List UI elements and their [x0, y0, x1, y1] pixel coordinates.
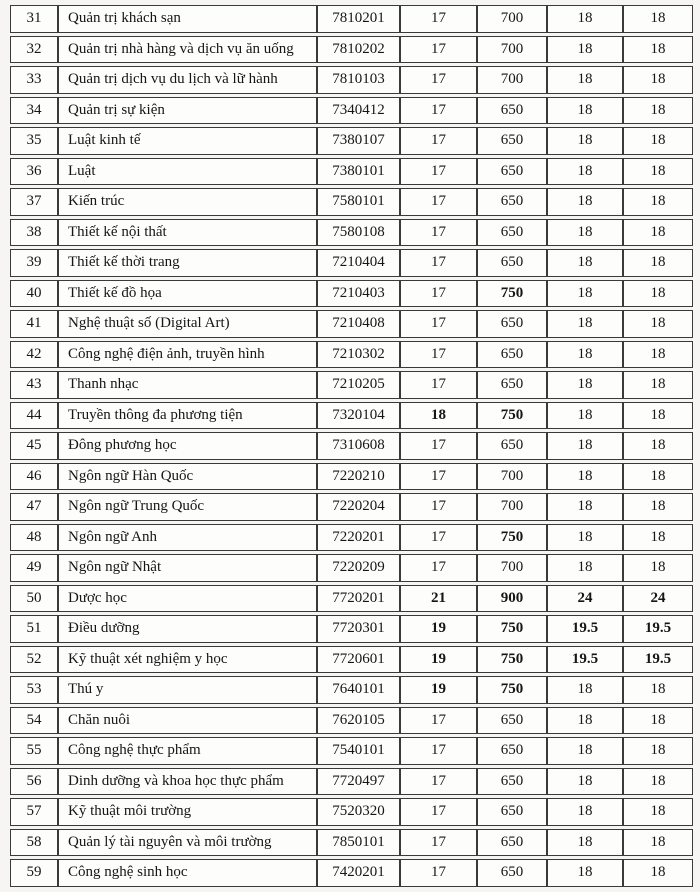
table-row: [10, 768, 693, 796]
major-code-cell: 7810103: [317, 66, 400, 94]
major-name-cell: Đông phương học: [58, 432, 317, 460]
table-row: [10, 707, 693, 735]
major-code-cell: 7380107: [317, 127, 400, 155]
score-3-cell: 18: [547, 188, 623, 216]
major-code-cell: 7220209: [317, 554, 400, 582]
score-1-cell: 18: [400, 402, 477, 430]
row-number-cell: 35: [10, 127, 58, 155]
score-3-cell: 18: [547, 158, 623, 186]
score-3-cell: 18: [547, 280, 623, 308]
score-1-cell: 17: [400, 707, 477, 735]
row-number-cell: 57: [10, 798, 58, 826]
row-number-cell: 48: [10, 524, 58, 552]
major-code-cell: 7720497: [317, 768, 400, 796]
major-name-cell: Điều dưỡng: [58, 615, 317, 643]
score-1-cell: 17: [400, 768, 477, 796]
score-1-cell: 17: [400, 737, 477, 765]
row-number-cell: 45: [10, 432, 58, 460]
score-3-cell: 18: [547, 97, 623, 125]
score-1-cell: 17: [400, 463, 477, 491]
score-1-cell: 19: [400, 615, 477, 643]
table-row: [10, 829, 693, 857]
row-number-cell: 58: [10, 829, 58, 857]
score-2-cell: 650: [477, 310, 547, 338]
major-code-cell: 7810201: [317, 5, 400, 33]
major-name-cell: Thiết kế nội thất: [58, 219, 317, 247]
table-row: [10, 676, 693, 704]
table-row: [10, 432, 693, 460]
score-1-cell: 19: [400, 646, 477, 674]
score-3-cell: 18: [547, 249, 623, 277]
major-code-cell: 7210403: [317, 280, 400, 308]
major-code-cell: 7540101: [317, 737, 400, 765]
score-2-cell: 650: [477, 219, 547, 247]
table-row: [10, 798, 693, 826]
major-name-cell: Quản trị dịch vụ du lịch và lữ hành: [58, 66, 317, 94]
major-code-cell: 7720301: [317, 615, 400, 643]
score-2-cell: 700: [477, 554, 547, 582]
score-3-cell: 18: [547, 554, 623, 582]
major-code-cell: 7320104: [317, 402, 400, 430]
table-body: [10, 5, 693, 887]
major-name-cell: Quản trị sự kiện: [58, 97, 317, 125]
score-1-cell: 17: [400, 524, 477, 552]
score-4-cell: 18: [623, 188, 693, 216]
score-4-cell: 18: [623, 524, 693, 552]
score-3-cell: 18: [547, 676, 623, 704]
table-row: [10, 188, 693, 216]
table-row: [10, 615, 693, 643]
score-4-cell: 18: [623, 158, 693, 186]
table-row: [10, 646, 693, 674]
score-3-cell: 18: [547, 737, 623, 765]
score-4-cell: 18: [623, 127, 693, 155]
table-row: [10, 463, 693, 491]
score-1-cell: 17: [400, 493, 477, 521]
score-4-cell: 18: [623, 36, 693, 64]
major-name-cell: Dinh dưỡng và khoa học thực phẩm: [58, 768, 317, 796]
table-row: [10, 585, 693, 613]
table-row: [10, 219, 693, 247]
score-3-cell: 18: [547, 5, 623, 33]
score-4-cell: 18: [623, 463, 693, 491]
major-name-cell: Thiết kế thời trang: [58, 249, 317, 277]
score-2-cell: 750: [477, 676, 547, 704]
major-code-cell: 7210404: [317, 249, 400, 277]
score-2-cell: 650: [477, 127, 547, 155]
major-code-cell: 7810202: [317, 36, 400, 64]
major-code-cell: 7640101: [317, 676, 400, 704]
score-4-cell: 18: [623, 737, 693, 765]
score-1-cell: 17: [400, 859, 477, 887]
row-number-cell: 34: [10, 97, 58, 125]
score-2-cell: 650: [477, 859, 547, 887]
score-4-cell: 18: [623, 280, 693, 308]
major-code-cell: 7720601: [317, 646, 400, 674]
score-3-cell: 18: [547, 341, 623, 369]
score-2-cell: 650: [477, 188, 547, 216]
score-1-cell: 17: [400, 280, 477, 308]
major-code-cell: 7620105: [317, 707, 400, 735]
score-3-cell: 24: [547, 585, 623, 613]
score-1-cell: 17: [400, 36, 477, 64]
score-4-cell: 18: [623, 219, 693, 247]
score-3-cell: 19.5: [547, 646, 623, 674]
row-number-cell: 53: [10, 676, 58, 704]
score-2-cell: 750: [477, 402, 547, 430]
major-name-cell: Quản lý tài nguyên và môi trường: [58, 829, 317, 857]
major-name-cell: Quản trị khách sạn: [58, 5, 317, 33]
table-row: [10, 158, 693, 186]
score-4-cell: 18: [623, 249, 693, 277]
major-name-cell: Luật kinh tế: [58, 127, 317, 155]
row-number-cell: 44: [10, 402, 58, 430]
major-name-cell: Chăn nuôi: [58, 707, 317, 735]
major-code-cell: 7420201: [317, 859, 400, 887]
major-name-cell: Công nghệ điện ảnh, truyền hình: [58, 341, 317, 369]
score-2-cell: 750: [477, 615, 547, 643]
table-row: [10, 341, 693, 369]
score-4-cell: 18: [623, 768, 693, 796]
score-1-cell: 17: [400, 97, 477, 125]
admission-scores-table: [10, 2, 693, 890]
major-code-cell: 7580101: [317, 188, 400, 216]
score-1-cell: 21: [400, 585, 477, 613]
score-4-cell: 18: [623, 829, 693, 857]
row-number-cell: 38: [10, 219, 58, 247]
score-3-cell: 18: [547, 707, 623, 735]
table-row: [10, 310, 693, 338]
score-1-cell: 17: [400, 127, 477, 155]
table-row: [10, 249, 693, 277]
score-3-cell: 18: [547, 66, 623, 94]
score-1-cell: 17: [400, 554, 477, 582]
score-2-cell: 750: [477, 524, 547, 552]
row-number-cell: 37: [10, 188, 58, 216]
score-3-cell: 18: [547, 432, 623, 460]
score-3-cell: 18: [547, 829, 623, 857]
major-name-cell: Quản trị nhà hàng và dịch vụ ăn uống: [58, 36, 317, 64]
score-1-cell: 17: [400, 432, 477, 460]
score-3-cell: 18: [547, 310, 623, 338]
score-2-cell: 650: [477, 737, 547, 765]
row-number-cell: 47: [10, 493, 58, 521]
score-2-cell: 700: [477, 493, 547, 521]
major-name-cell: Ngôn ngữ Hàn Quốc: [58, 463, 317, 491]
score-3-cell: 18: [547, 127, 623, 155]
score-1-cell: 17: [400, 310, 477, 338]
row-number-cell: 41: [10, 310, 58, 338]
score-4-cell: 19.5: [623, 646, 693, 674]
score-4-cell: 18: [623, 371, 693, 399]
row-number-cell: 32: [10, 36, 58, 64]
score-4-cell: 18: [623, 5, 693, 33]
major-name-cell: Ngôn ngữ Nhật: [58, 554, 317, 582]
score-3-cell: 18: [547, 493, 623, 521]
row-number-cell: 43: [10, 371, 58, 399]
row-number-cell: 36: [10, 158, 58, 186]
score-1-cell: 17: [400, 341, 477, 369]
score-3-cell: 18: [547, 798, 623, 826]
major-name-cell: Kỹ thuật môi trường: [58, 798, 317, 826]
table-row: [10, 737, 693, 765]
major-name-cell: Nghệ thuật số (Digital Art): [58, 310, 317, 338]
score-3-cell: 18: [547, 36, 623, 64]
score-2-cell: 700: [477, 463, 547, 491]
table-row: [10, 280, 693, 308]
score-1-cell: 17: [400, 158, 477, 186]
major-name-cell: Ngôn ngữ Trung Quốc: [58, 493, 317, 521]
score-1-cell: 17: [400, 249, 477, 277]
score-4-cell: 24: [623, 585, 693, 613]
score-1-cell: 17: [400, 371, 477, 399]
score-2-cell: 750: [477, 646, 547, 674]
score-4-cell: 18: [623, 676, 693, 704]
score-4-cell: 18: [623, 310, 693, 338]
score-4-cell: 18: [623, 341, 693, 369]
major-name-cell: Thiết kế đồ họa: [58, 280, 317, 308]
score-3-cell: 19.5: [547, 615, 623, 643]
major-code-cell: 7220210: [317, 463, 400, 491]
score-4-cell: 18: [623, 493, 693, 521]
score-2-cell: 650: [477, 249, 547, 277]
major-code-cell: 7720201: [317, 585, 400, 613]
score-2-cell: 650: [477, 707, 547, 735]
score-2-cell: 650: [477, 97, 547, 125]
row-number-cell: 46: [10, 463, 58, 491]
major-name-cell: Công nghệ sinh học: [58, 859, 317, 887]
score-2-cell: 700: [477, 5, 547, 33]
table-row: [10, 493, 693, 521]
row-number-cell: 31: [10, 5, 58, 33]
score-3-cell: 18: [547, 463, 623, 491]
major-code-cell: 7340412: [317, 97, 400, 125]
major-name-cell: Dược học: [58, 585, 317, 613]
table-row: [10, 127, 693, 155]
score-2-cell: 650: [477, 829, 547, 857]
score-2-cell: 650: [477, 371, 547, 399]
score-4-cell: 18: [623, 798, 693, 826]
row-number-cell: 42: [10, 341, 58, 369]
row-number-cell: 59: [10, 859, 58, 887]
major-code-cell: 7580108: [317, 219, 400, 247]
table-row: [10, 97, 693, 125]
score-3-cell: 18: [547, 402, 623, 430]
score-3-cell: 18: [547, 768, 623, 796]
major-code-cell: 7220204: [317, 493, 400, 521]
score-4-cell: 18: [623, 432, 693, 460]
score-2-cell: 650: [477, 432, 547, 460]
score-3-cell: 18: [547, 859, 623, 887]
score-1-cell: 17: [400, 5, 477, 33]
row-number-cell: 40: [10, 280, 58, 308]
major-name-cell: Kỹ thuật xét nghiệm y học: [58, 646, 317, 674]
table-row: [10, 402, 693, 430]
major-code-cell: 7210302: [317, 341, 400, 369]
score-2-cell: 700: [477, 66, 547, 94]
score-2-cell: 650: [477, 768, 547, 796]
score-2-cell: 650: [477, 158, 547, 186]
score-4-cell: 18: [623, 97, 693, 125]
major-name-cell: Luật: [58, 158, 317, 186]
table-row: [10, 66, 693, 94]
table-row: [10, 36, 693, 64]
score-1-cell: 17: [400, 219, 477, 247]
major-code-cell: 7210205: [317, 371, 400, 399]
table-row: [10, 554, 693, 582]
row-number-cell: 51: [10, 615, 58, 643]
row-number-cell: 55: [10, 737, 58, 765]
score-2-cell: 750: [477, 280, 547, 308]
major-code-cell: 7520320: [317, 798, 400, 826]
row-number-cell: 50: [10, 585, 58, 613]
row-number-cell: 54: [10, 707, 58, 735]
score-4-cell: 19.5: [623, 615, 693, 643]
score-2-cell: 650: [477, 341, 547, 369]
major-code-cell: 7310608: [317, 432, 400, 460]
score-1-cell: 17: [400, 829, 477, 857]
score-1-cell: 17: [400, 188, 477, 216]
major-code-cell: 7220201: [317, 524, 400, 552]
row-number-cell: 39: [10, 249, 58, 277]
major-name-cell: Ngôn ngữ Anh: [58, 524, 317, 552]
score-4-cell: 18: [623, 554, 693, 582]
major-code-cell: 7850101: [317, 829, 400, 857]
score-1-cell: 17: [400, 798, 477, 826]
major-name-cell: Thú y: [58, 676, 317, 704]
major-code-cell: 7210408: [317, 310, 400, 338]
score-4-cell: 18: [623, 402, 693, 430]
score-4-cell: 18: [623, 859, 693, 887]
row-number-cell: 56: [10, 768, 58, 796]
score-2-cell: 650: [477, 798, 547, 826]
row-number-cell: 33: [10, 66, 58, 94]
score-4-cell: 18: [623, 66, 693, 94]
major-name-cell: Thanh nhạc: [58, 371, 317, 399]
score-3-cell: 18: [547, 219, 623, 247]
score-2-cell: 700: [477, 36, 547, 64]
major-name-cell: Kiến trúc: [58, 188, 317, 216]
score-4-cell: 18: [623, 707, 693, 735]
score-1-cell: 17: [400, 66, 477, 94]
table-row: [10, 371, 693, 399]
score-1-cell: 19: [400, 676, 477, 704]
table-row: [10, 859, 693, 887]
major-code-cell: 7380101: [317, 158, 400, 186]
major-name-cell: Công nghệ thực phẩm: [58, 737, 317, 765]
table-row: [10, 5, 693, 33]
major-name-cell: Truyền thông đa phương tiện: [58, 402, 317, 430]
row-number-cell: 52: [10, 646, 58, 674]
score-2-cell: 900: [477, 585, 547, 613]
table-row: [10, 524, 693, 552]
score-3-cell: 18: [547, 524, 623, 552]
score-3-cell: 18: [547, 371, 623, 399]
row-number-cell: 49: [10, 554, 58, 582]
